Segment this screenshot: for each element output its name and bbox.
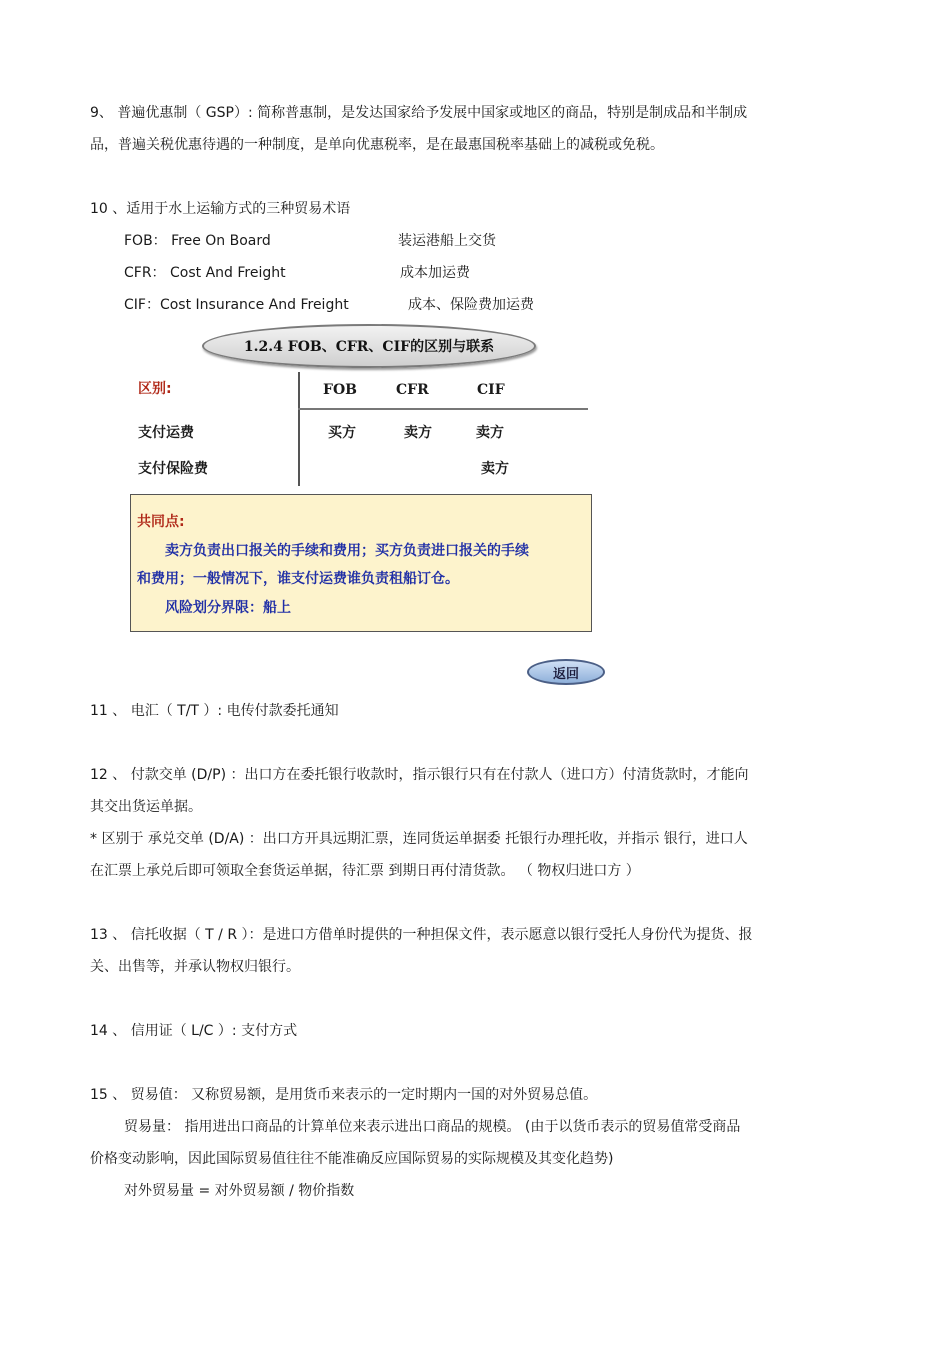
row-insurance-label: 支付保险费 bbox=[138, 461, 208, 477]
s12-line2: 其交出货运单据。 bbox=[90, 799, 202, 815]
back-button[interactable]: 返回 bbox=[527, 659, 605, 685]
s13-line2: 关、出售等，并承认物权归银行。 bbox=[90, 959, 300, 975]
s14-line1: 14 、 信用证（ L/C ）: 支付方式 bbox=[90, 1023, 298, 1039]
col-cfr: CFR bbox=[396, 382, 429, 398]
s11-line1: 11 、 电汇（ T/T ）: 电传付款委托通知 bbox=[90, 703, 339, 719]
common-line-3: 风险划分界限：船上 bbox=[165, 600, 291, 616]
term-cif-cn: 成本、保险费加运费 bbox=[408, 297, 534, 313]
s15-line1: 15 、 贸易值： 又称贸易额，是用货币来表示的一定时期内一国的对外贸易总值。 bbox=[90, 1087, 598, 1103]
s15-line4: 对外贸易量 = 对外贸易额 / 物价指数 bbox=[124, 1183, 355, 1199]
table-vertical-divider bbox=[298, 372, 300, 486]
common-title: 共同点: bbox=[137, 514, 185, 530]
s10-title: 10 、适用于水上运输方式的三种贸易术语 bbox=[90, 201, 351, 217]
comparison-figure bbox=[128, 320, 608, 690]
s9-line1: 9、 普遍优惠制（ GSP）: 简称普惠制，是发达国家给予发展中国家或地区的商品，特别是制成品和半制成 bbox=[90, 105, 748, 121]
row-freight-label: 支付运费 bbox=[138, 425, 194, 441]
common-line-1: 卖方负责出口报关的手续和费用；买方负责进口报关的手续 bbox=[165, 543, 529, 559]
s12-line3: * 区别于 承兑交单 (D/A) ：出口方开具远期汇票，连同货运单据委 托银行办理托收，并指示 银行，进口人 bbox=[90, 831, 748, 847]
row-insurance-cif: 卖方 bbox=[481, 461, 509, 477]
s12-line4: 在汇票上承兑后即可领取全套货运单据，待汇票 到期日再付清货款。 （ 物权归进口方 ） bbox=[90, 863, 640, 879]
term-fob-en: FOB： Free On Board bbox=[124, 233, 271, 249]
diff-label: 区别: bbox=[138, 381, 172, 397]
term-cfr-cn: 成本加运费 bbox=[400, 265, 470, 281]
common-line-2: 和费用；一般情况下，谁支付运费谁负责租船订仓。 bbox=[137, 571, 459, 587]
term-fob-cn: 装运港船上交货 bbox=[398, 233, 496, 249]
row-freight-fob: 买方 bbox=[328, 425, 356, 441]
s15-line2: 贸易量： 指用进出口商品的计算单位来表示进出口商品的规模。 (由于以货币表示的贸易值常受商品 bbox=[124, 1119, 741, 1135]
term-cfr-en: CFR： Cost And Freight bbox=[124, 265, 286, 281]
s15-line3: 价格变动影响，因此国际贸易值往往不能准确反应国际贸易的实际规模及其变化趋势) bbox=[90, 1151, 614, 1167]
s13-line1: 13 、 信托收据（ T / R ）：是进口方借单时提供的一种担保文件，表示愿意以银行受托人身份代为提货、报 bbox=[90, 927, 753, 943]
row-freight-cif: 卖方 bbox=[476, 425, 504, 441]
term-cif-en: CIF：Cost Insurance And Freight bbox=[124, 297, 349, 313]
common-points-box bbox=[130, 494, 592, 632]
s12-line1: 12 、 付款交单 (D/P) ：出口方在委托银行收款时，指示银行只有在付款人（进口方）付清货款时，才能向 bbox=[90, 767, 749, 783]
row-freight-cfr: 卖方 bbox=[404, 425, 432, 441]
col-cif: CIF bbox=[477, 382, 505, 398]
col-fob: FOB bbox=[323, 382, 357, 398]
table-horizontal-divider bbox=[298, 408, 588, 410]
s9-line2: 品，普遍关税优惠待遇的一种制度，是单向优惠税率，是在最惠国税率基础上的减税或免税。 bbox=[90, 137, 664, 153]
figure-title: 1.2.4 FOB、CFR、CIF的区别与联系 bbox=[202, 324, 536, 368]
